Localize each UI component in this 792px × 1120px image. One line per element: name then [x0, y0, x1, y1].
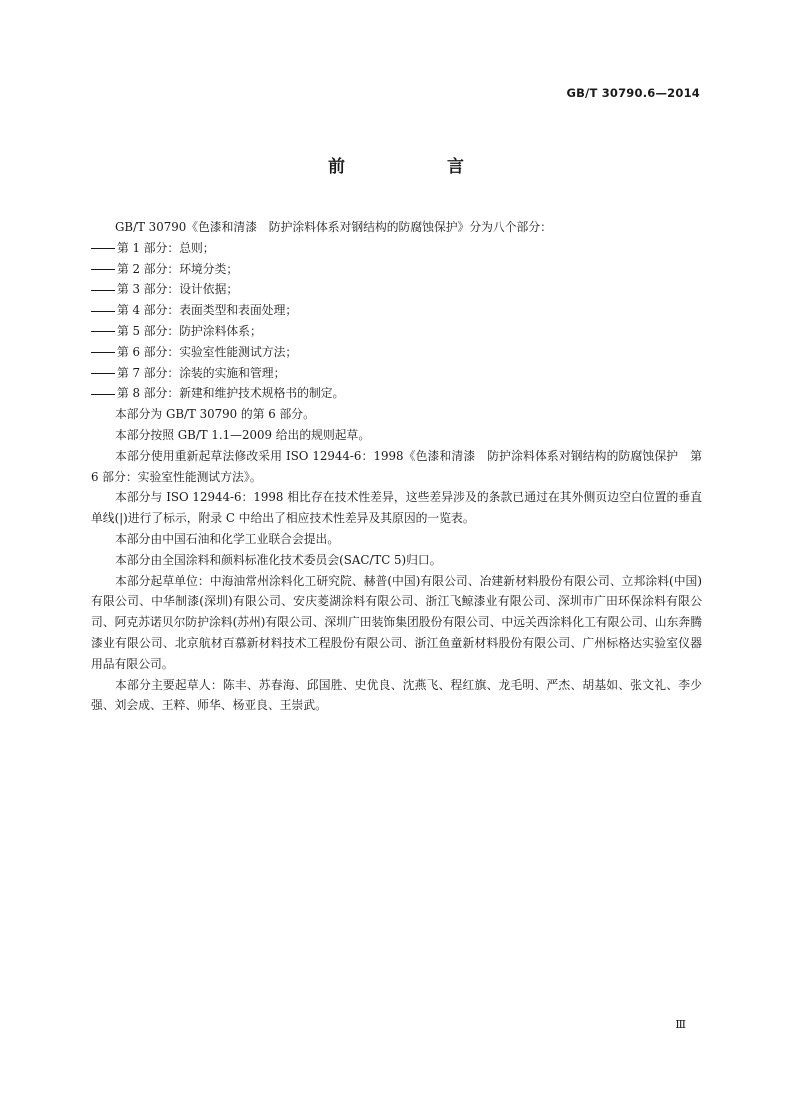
list-item	[91, 342, 702, 363]
list-item-text: 第 6 部分：实验室性能测试方法；	[117, 344, 298, 359]
list-item	[91, 279, 702, 300]
list-item	[91, 383, 702, 404]
list-item-text: 第 1 部分：总则；	[117, 240, 215, 255]
list-item-text: 第 4 部分：表面类型和表面处理；	[117, 303, 298, 318]
dash-mark	[91, 290, 115, 291]
paragraph-adoption: 本部分使用重新起草法修改采用 ISO 12944-6：1998《色漆和清漆 防护涂料体系对钢结构的防腐蚀保护 第 6 部分：实验室性能测试方法》。	[91, 448, 702, 484]
paragraph-part-number: 本部分为 GB/T 30790 的第 6 部分。	[115, 407, 315, 422]
list-item-text: 第 3 部分：设计依据；	[117, 282, 239, 297]
list-item	[91, 259, 702, 280]
foreword-body	[91, 217, 702, 716]
paragraph-proposed-by: 本部分由中国石油和化学工业联合会提出。	[115, 531, 340, 546]
dash-mark	[91, 248, 115, 249]
intro-paragraph: GB/T 30790《色漆和清漆 防护涂料体系对钢结构的防腐蚀保护》分为八个部分：	[115, 220, 552, 234]
list-item	[91, 300, 702, 321]
standard-code: GB/T 30790.6—2014	[566, 86, 700, 100]
page-number: Ⅲ	[675, 1018, 686, 1031]
paragraph-under-jurisdiction: 本部分由全国涂料和颜料标准化技术委员会(SAC/TC 5)归口。	[115, 552, 442, 567]
dash-mark	[91, 373, 115, 374]
dash-mark	[91, 269, 115, 270]
dash-mark	[91, 394, 115, 395]
paragraph-drafters: 本部分主要起草人：陈丰、苏春海、邱国胜、史优良、沈燕飞、程红旗、龙毛明、严杰、胡基如、张文礼、李少强、刘会成、王粹、师华、杨亚良、王崇武。	[91, 677, 702, 713]
dash-mark	[91, 352, 115, 353]
dash-mark	[91, 331, 115, 332]
paragraph-technical-differences: 本部分与 ISO 12944-6：1998 相比存在技术性差异，这些差异涉及的条款已通过在其外侧页边空白位置的垂直单线(|)进行了标示，附录 C 中给出了相应技术性差异及其原因的一览表。	[91, 490, 702, 526]
list-item-text: 第 2 部分：环境分类；	[117, 261, 239, 276]
dash-mark	[91, 311, 115, 312]
page-title: 前 言	[328, 157, 512, 177]
list-item	[91, 321, 702, 342]
paragraph-drafting-rules: 本部分按照 GB/T 1.1—2009 给出的规则起草。	[115, 427, 371, 442]
list-item	[91, 363, 702, 384]
paragraph-drafting-units: 本部分起草单位：中海油常州涂料化工研究院、赫普(中国)有限公司、冶建新材料股份有限公司、立邦涂料(中国)有限公司、中华制漆(深圳)有限公司、安庆菱湖涂料有限公司、浙江飞鲸漆业有限公司、深圳市广田环保涂料有限公司、阿克苏诺贝尔防护涂料(苏州)有限公司、深圳广田装饰集团股份有限公司、中远关西涂料化工有限公司、山东奔腾漆业有限公司、北京航材百慕新材料技术工程股份有限公司、浙江鱼童新材料股份有限公司、广州标格达实验室仪器用品有限公司。	[91, 573, 702, 671]
list-item-text: 第 7 部分：涂装的实施和管理；	[117, 365, 286, 380]
list-item-text: 第 5 部分：防护涂料体系；	[117, 323, 262, 338]
list-item	[91, 238, 702, 259]
list-item-text: 第 8 部分：新建和维护技术规格书的制定。	[117, 386, 345, 401]
